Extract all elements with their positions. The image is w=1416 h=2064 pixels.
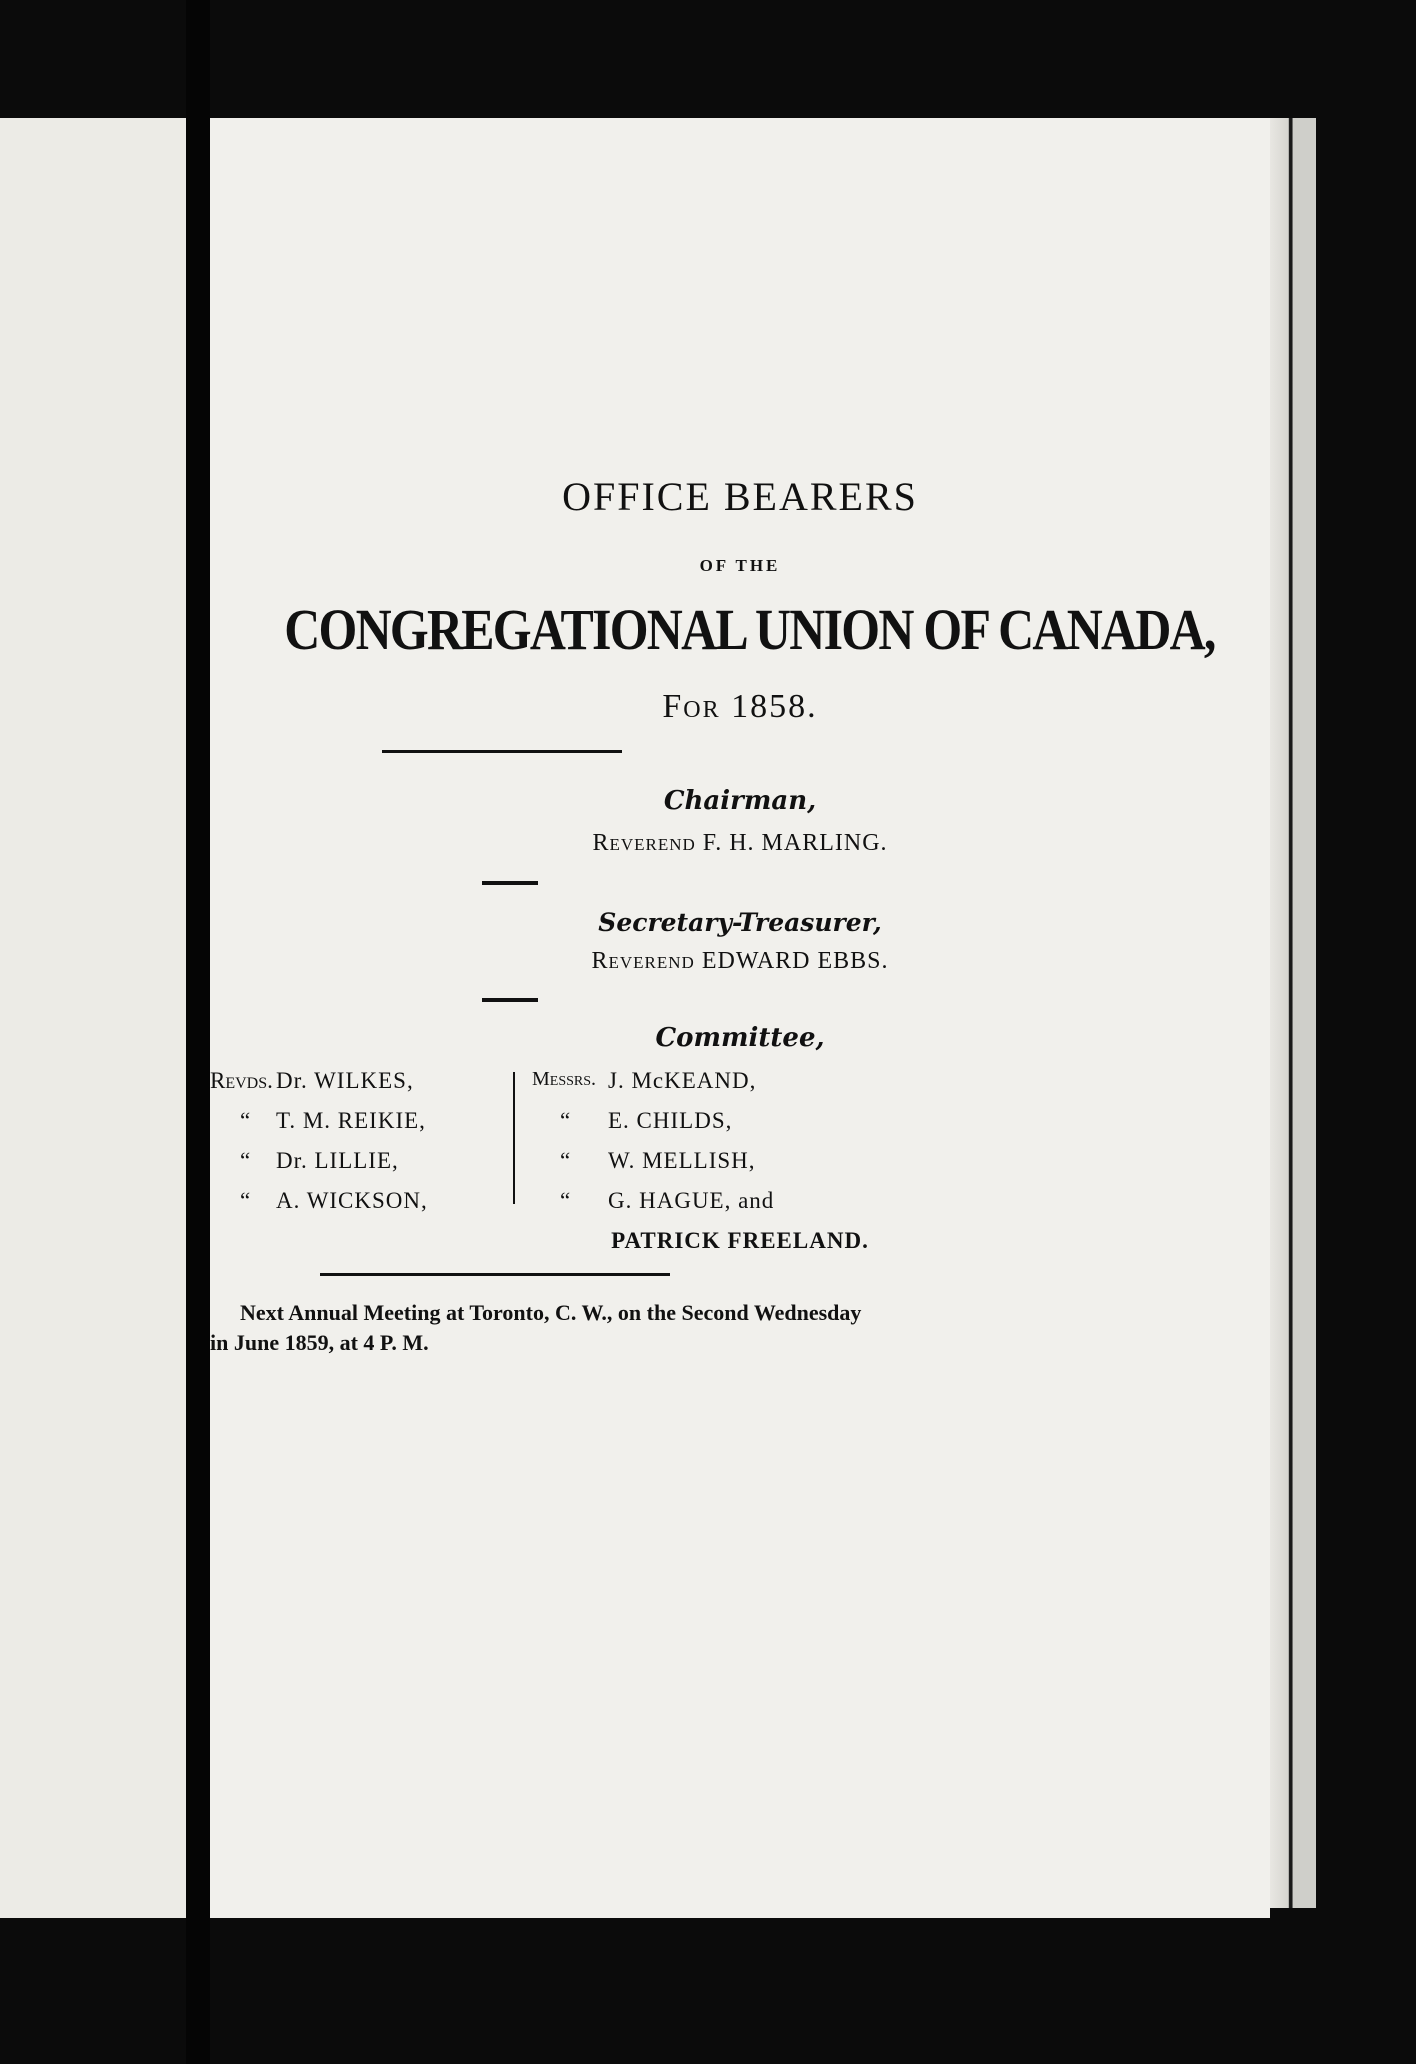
- secretary-line: [210, 948, 1270, 975]
- ditto-mark: “: [240, 1108, 251, 1133]
- main-title: CONGREGATIONAL UNION OF CANADA,: [284, 597, 1215, 662]
- book-gutter: [186, 0, 210, 2064]
- note-line-1: Next Annual Meeting at Toronto, C. W., on the Second Wednesday: [240, 1300, 862, 1325]
- heading: OFFICE BEARERS: [562, 474, 918, 519]
- chairman-name: F. H. MARLING.: [702, 830, 888, 856]
- year-line: For 1858.: [662, 688, 818, 725]
- committee-member: T. M. REIKIE,: [276, 1108, 426, 1133]
- committee-final-member: PATRICK FREELAND.: [611, 1228, 869, 1253]
- ditto-mark: “: [240, 1148, 251, 1173]
- secretary-name: EDWARD EBBS.: [701, 948, 889, 974]
- committee-member: E. CHILDS,: [608, 1108, 733, 1133]
- committee-member: W. MELLISH,: [608, 1148, 756, 1173]
- chairman-prefix: Reverend: [592, 830, 696, 856]
- chairman-line: [210, 830, 1270, 857]
- committee-member: Dr. LILLIE,: [276, 1148, 399, 1173]
- small-divider: [482, 881, 538, 885]
- secretary-prefix: Reverend: [591, 948, 695, 974]
- divider-rule: [382, 750, 622, 753]
- committee-member: G. HAGUE, and: [608, 1188, 775, 1213]
- facing-page-edge: [0, 118, 186, 1918]
- revds-prefix: Revds.: [210, 1068, 273, 1093]
- of-the-line: OF THE: [699, 556, 781, 575]
- document-page: [210, 118, 1270, 1918]
- ditto-mark: “: [560, 1148, 571, 1173]
- ditto-mark: “: [560, 1108, 571, 1133]
- small-divider: [482, 998, 538, 1002]
- committee-title: Committee,: [655, 1023, 825, 1053]
- committee-member: J. McKEAND,: [608, 1068, 757, 1093]
- ditto-mark: “: [240, 1188, 251, 1213]
- note-line-2: in June 1859, at 4 P. M.: [210, 1330, 429, 1355]
- committee-member: Dr. WILKES,: [276, 1068, 414, 1093]
- page-edge-stack: [1270, 118, 1316, 1908]
- committee-member: A. WICKSON,: [276, 1188, 428, 1213]
- column-divider: [513, 1072, 515, 1204]
- divider-rule: [320, 1273, 670, 1276]
- ditto-mark: “: [560, 1188, 571, 1213]
- chairman-title: Chairman,: [663, 786, 817, 816]
- messrs-prefix: Messrs.: [532, 1068, 597, 1090]
- secretary-title: Secretary-Treasurer,: [598, 908, 882, 937]
